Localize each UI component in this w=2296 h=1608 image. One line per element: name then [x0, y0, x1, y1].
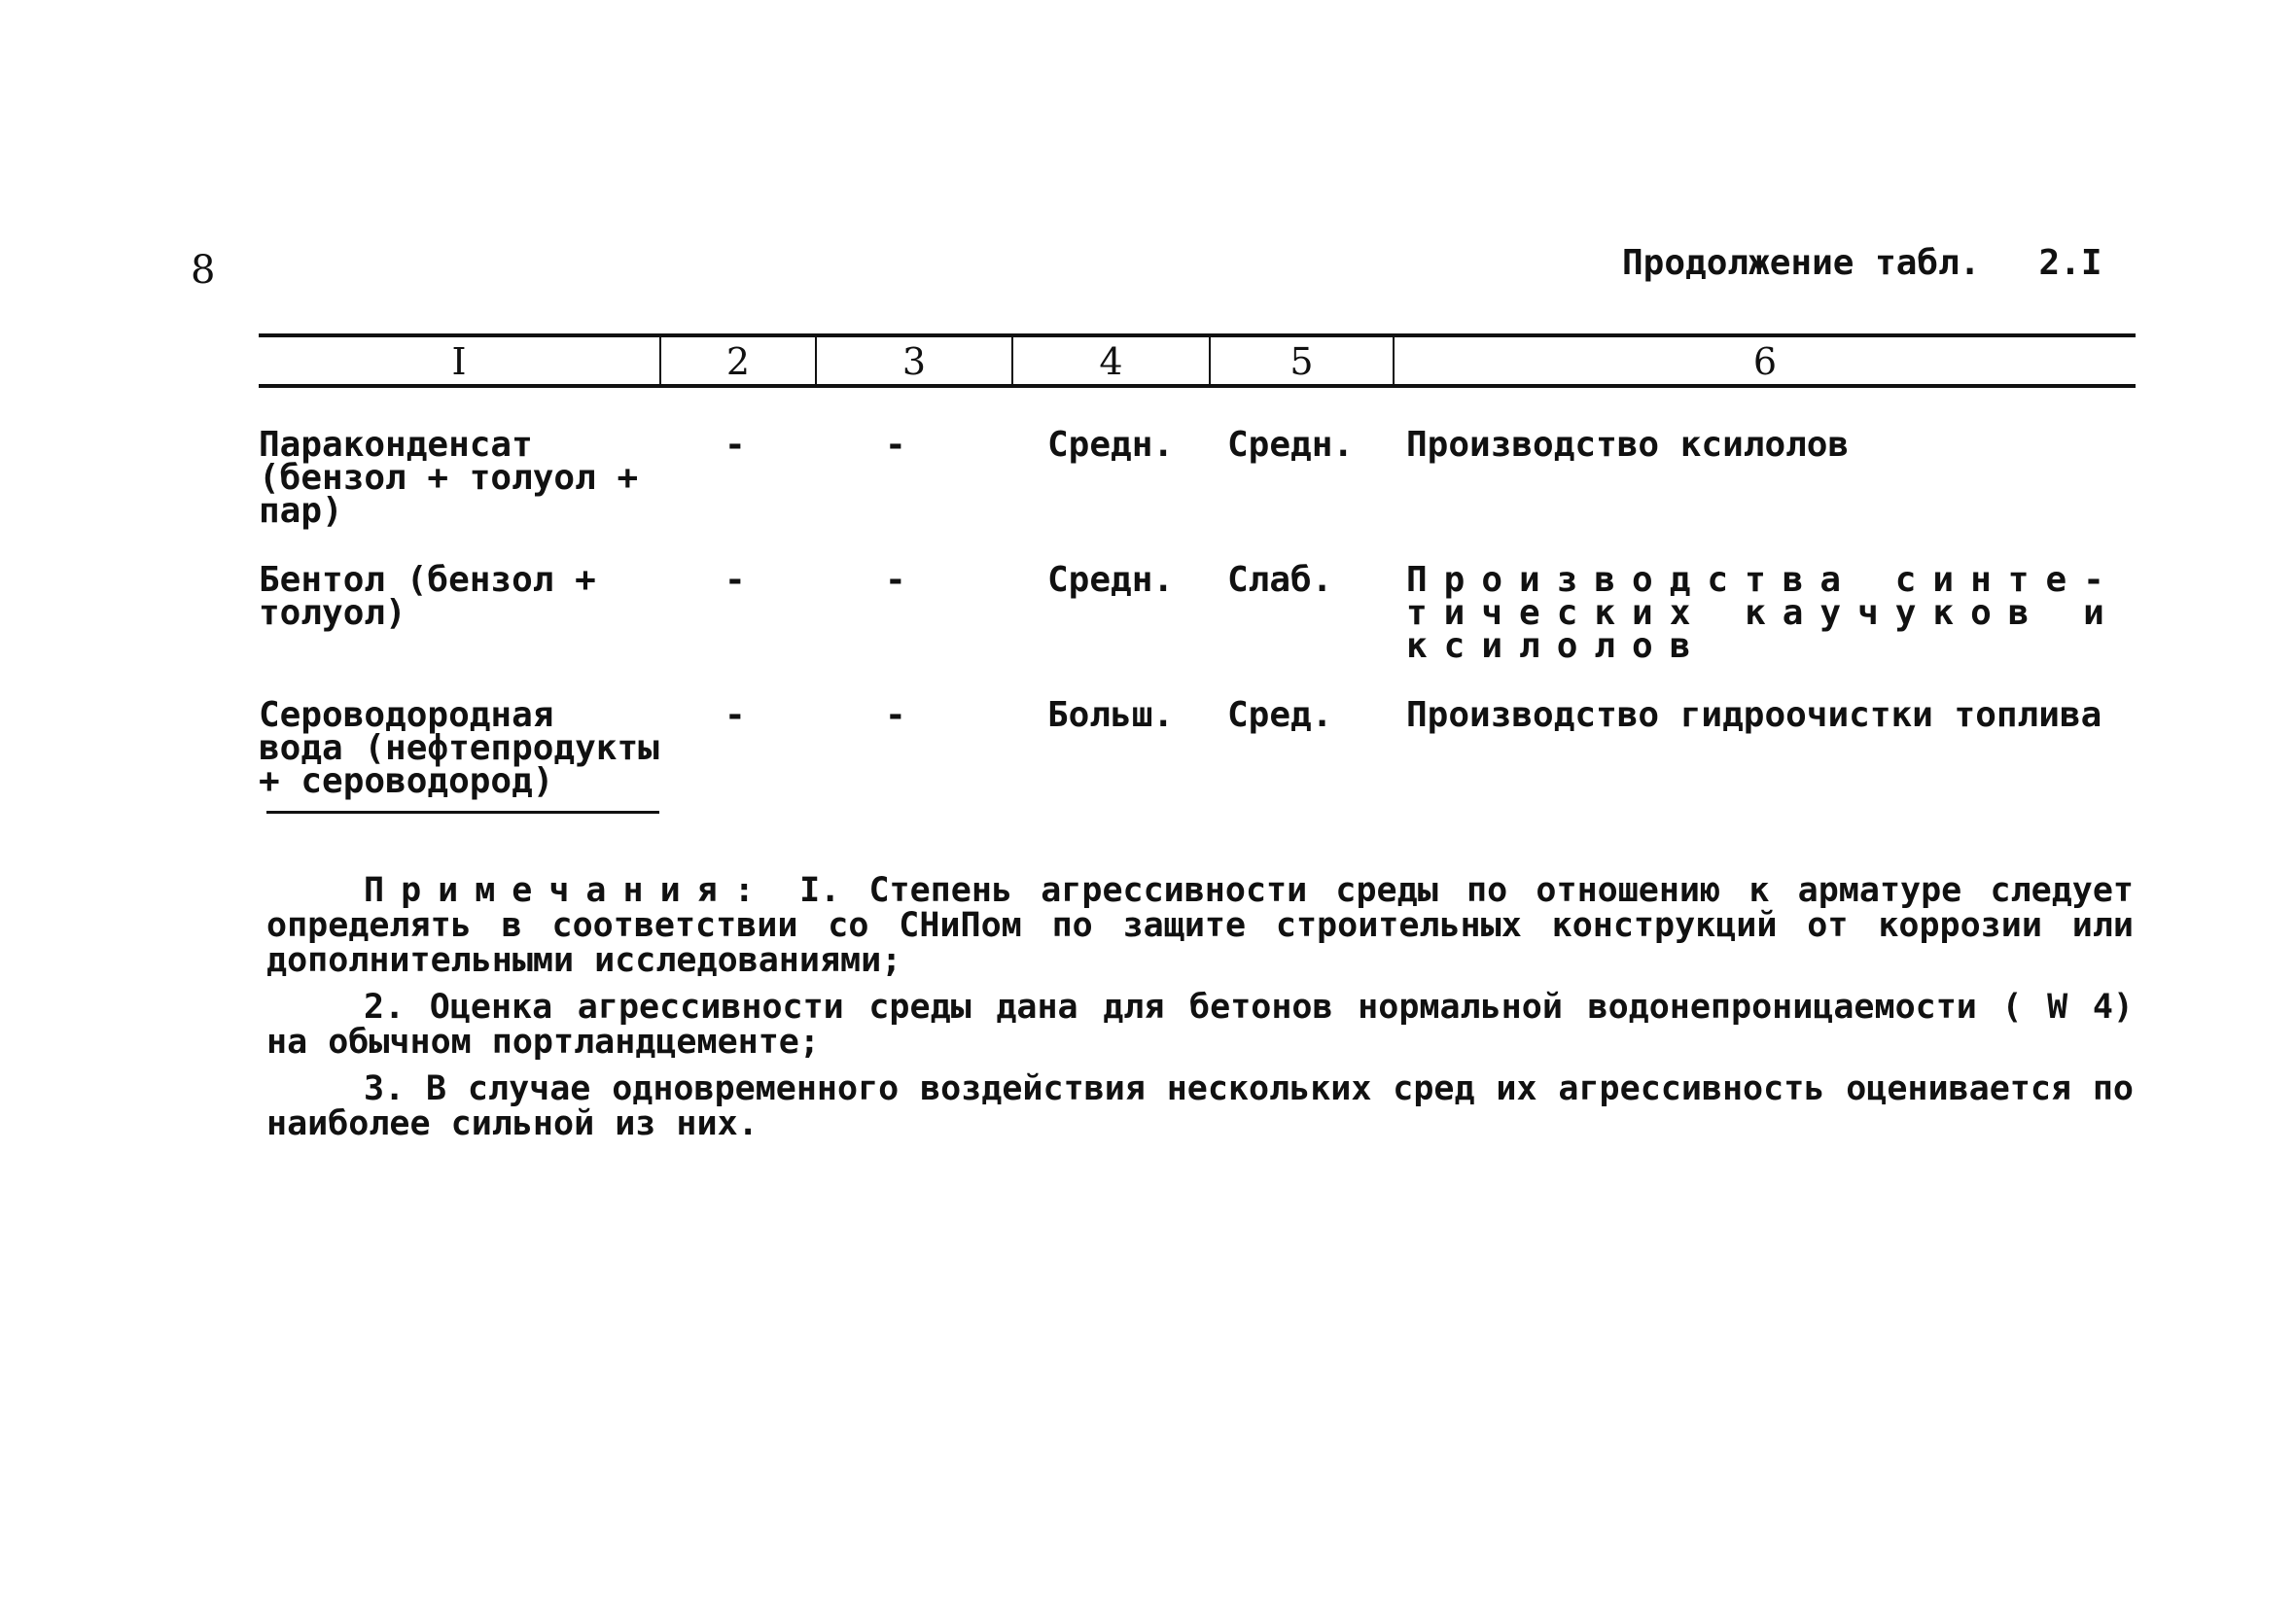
table-top-rule — [259, 333, 2136, 337]
column-header-5: 5 — [1289, 340, 1314, 383]
caption-number: 2.I — [2038, 243, 2102, 283]
column-header-3: 3 — [901, 340, 927, 383]
note-2 — [266, 990, 2134, 1060]
table-cell-col4: Больш. — [1047, 695, 1175, 735]
column-header-2: 2 — [725, 340, 751, 383]
note-1-text: I. Степень агрессивности среды по отношению к арматуре следует определять в соответствии со СНиПом по защите строительных конструкций от коррозии или дополнительными исследованиями; — [266, 871, 2134, 980]
table-cell-col4: Средн. — [1047, 560, 1175, 600]
table-cell-col6: Производство гидроочистки топлива — [1406, 695, 2102, 735]
note-3 — [266, 1071, 2134, 1141]
page-number: 8 — [191, 248, 216, 293]
column-header-6: 6 — [1752, 340, 1778, 383]
table-cell-medium: Сероводородная вода (нефтепродукты + сероводород) — [259, 695, 659, 801]
table-cell-col3: - — [885, 695, 906, 735]
note-2-text: 2. Оценка агрессивности среды дана для бетонов нормальной водонепроницаемости ( W 4) на обычном портландцементе; — [266, 988, 2134, 1062]
table-cell-col3: - — [885, 560, 906, 600]
caption-label: Продолжение табл. — [1622, 243, 1981, 283]
table-cell-col2: - — [724, 425, 746, 465]
notes-heading: Примечания: — [364, 871, 771, 910]
table-header-rule — [259, 384, 2136, 388]
note-3-text: 3. В случае одновременного воздействия нескольких сред их агрессивность оценивается по наиболее сильной из них. — [266, 1069, 2134, 1143]
table-cell-medium: Параконденсат (бензол + толуол + пар) — [259, 425, 639, 531]
table-caption — [1622, 243, 2102, 283]
table-cell-col3: - — [885, 425, 906, 465]
column-header-1: I — [451, 340, 467, 383]
column-header-4: 4 — [1099, 340, 1123, 383]
table-cell-col5: Сред. — [1227, 695, 1333, 735]
table-cell-col5: Средн. — [1227, 425, 1355, 465]
table-cell-medium: Бентол (бензол + толуол) — [259, 560, 596, 633]
table-end-rule — [266, 811, 659, 814]
table-cell-col6: Производство ксилолов — [1406, 425, 1850, 465]
note-1 — [266, 873, 2134, 978]
table-cell-col5: Слаб. — [1227, 560, 1333, 600]
table-cell-col6: Производства синте- тических каучуков и ксилолов — [1406, 560, 2121, 666]
table-cell-col4: Средн. — [1047, 425, 1175, 465]
table-cell-col2: - — [724, 695, 746, 735]
table-cell-col2: - — [724, 560, 746, 600]
